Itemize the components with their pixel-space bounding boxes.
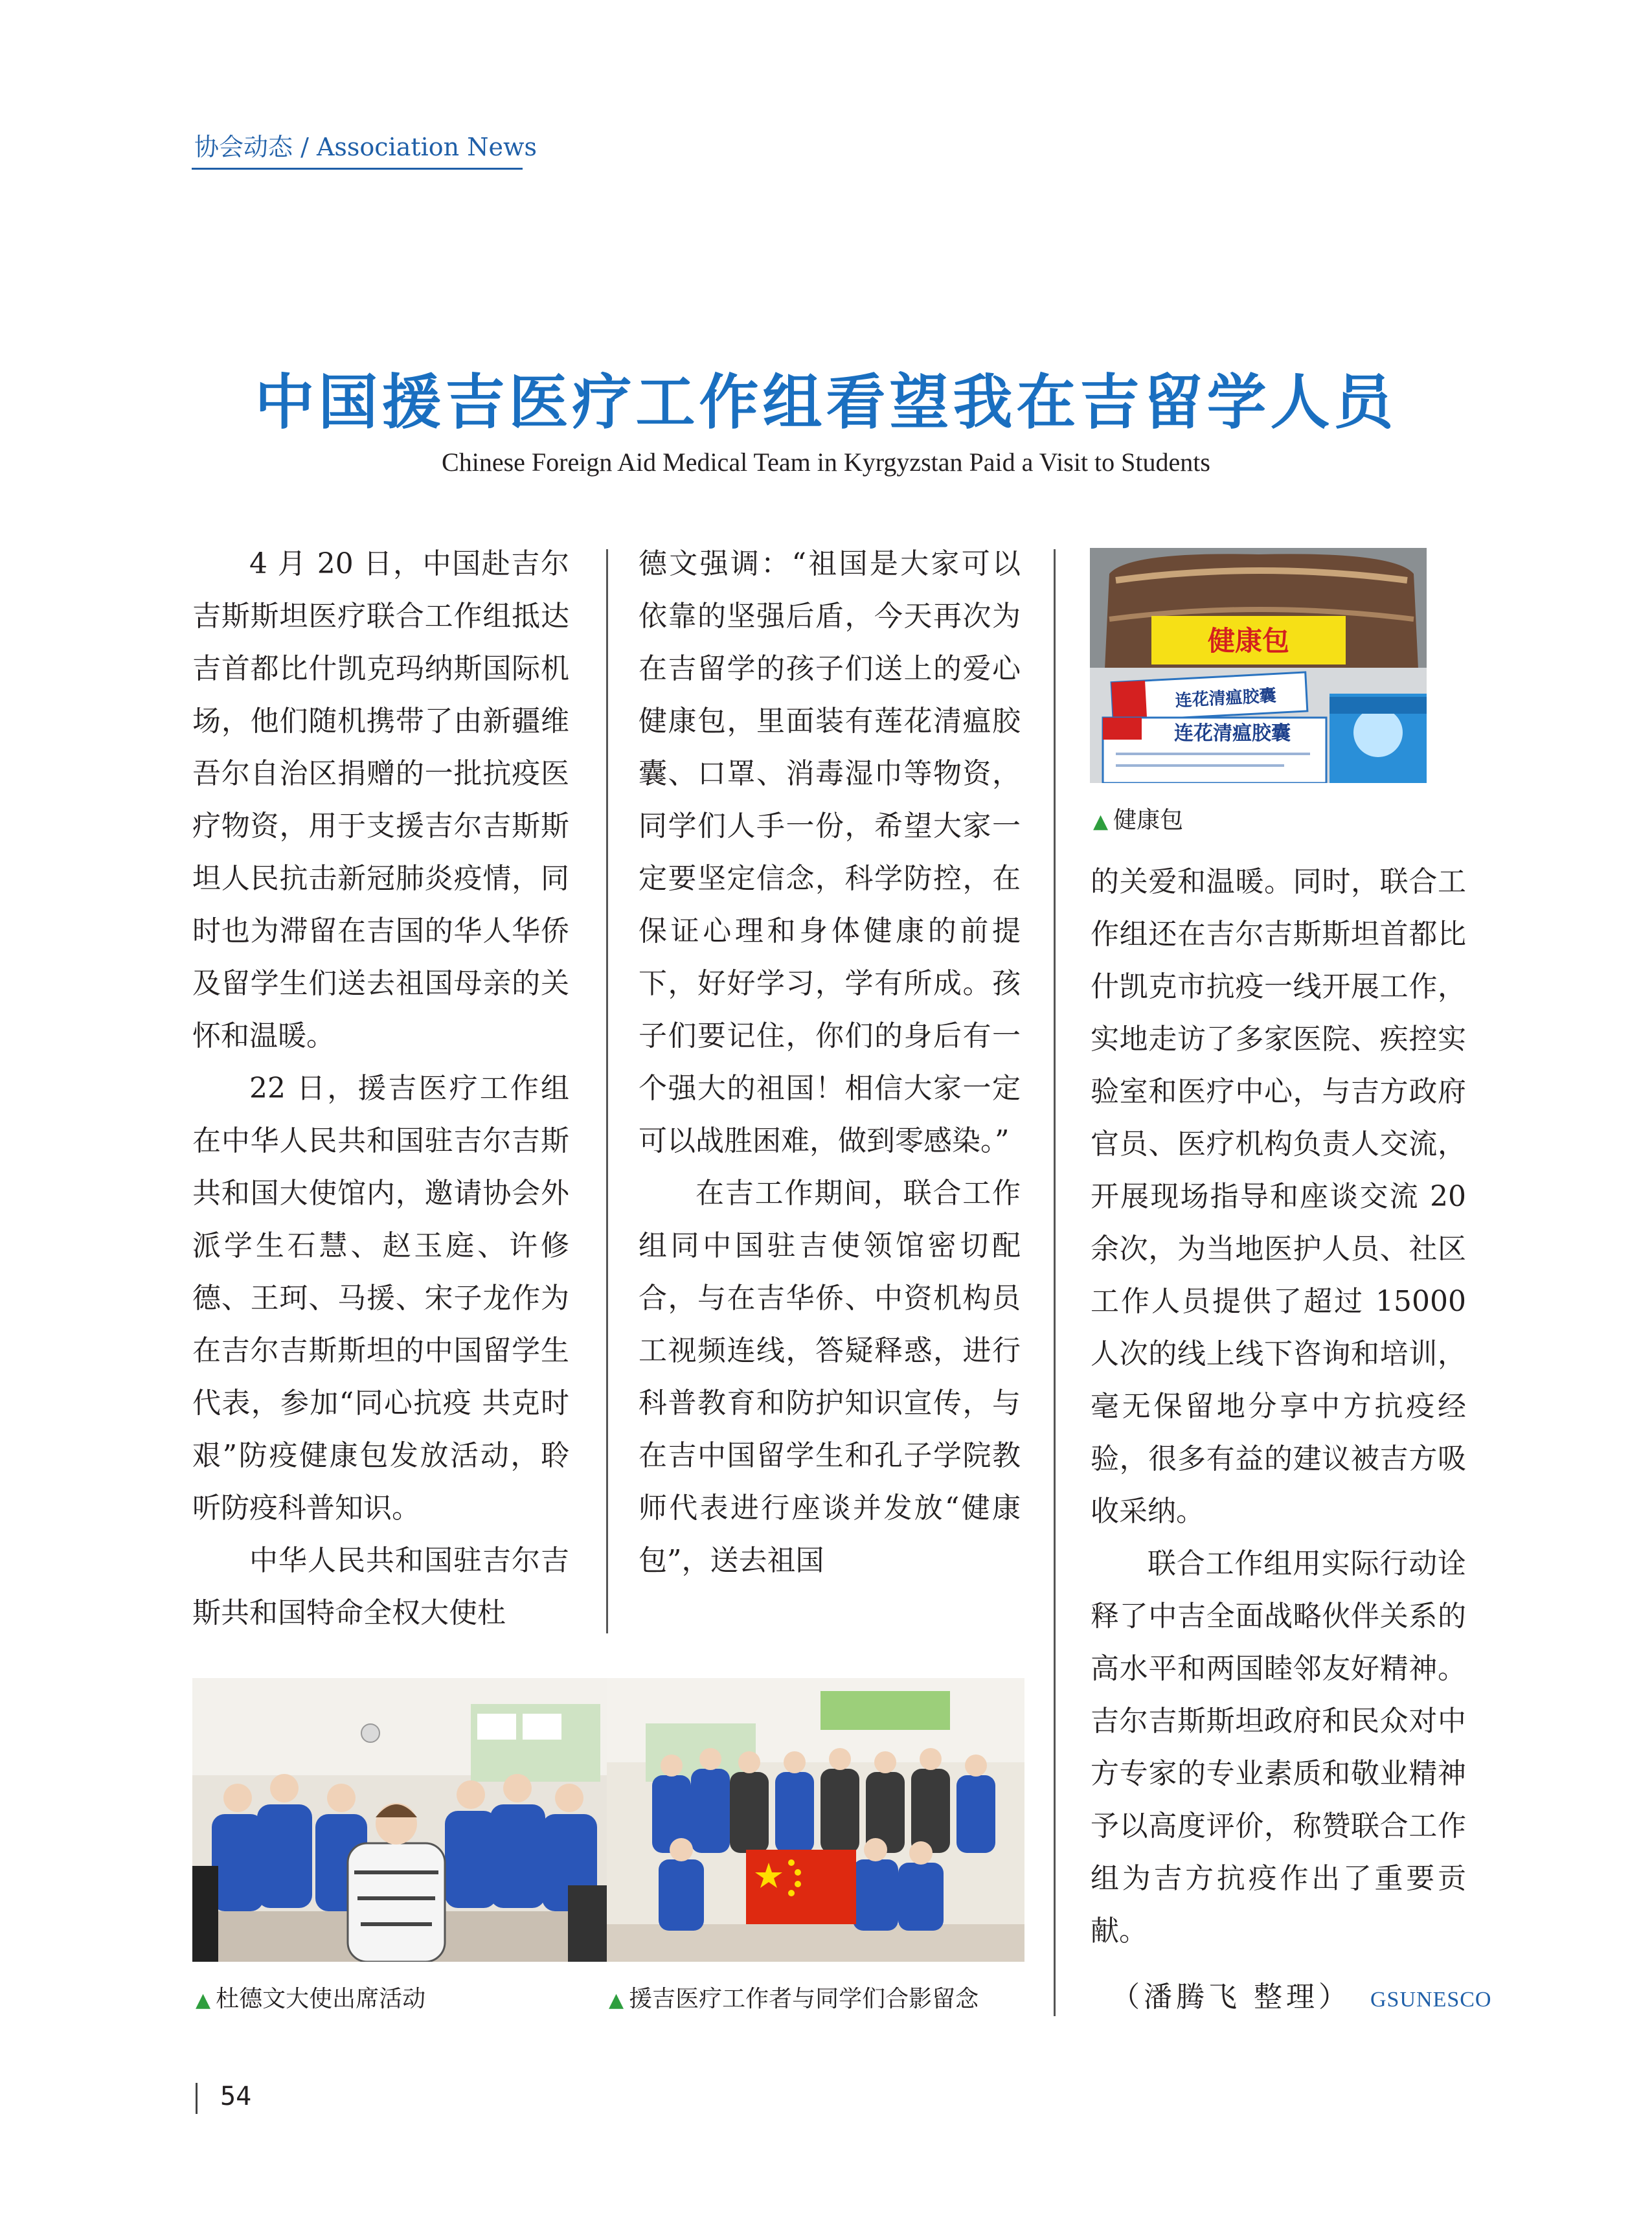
group-photo-caption: ▲ 援吉医疗工作者与同学们合影留念 [609, 1986, 979, 2012]
text-column-2 [639, 538, 1021, 1587]
paragraph: 在吉工作期间，联合工作组同中国驻吉使领馆密切配合，与在吉华侨、中资机构员工视频连线，答疑释惑，进行科普教育和防护知识宣传，与在吉中国留学生和孔子学院教师代表进行座谈并发放“健康包”，送去祖国 [639, 1177, 1021, 1577]
medicine-box-label: 连花清瘟胶囊 [1174, 722, 1291, 745]
triangle-marker-icon: ▲ [196, 1989, 211, 2012]
header-rule [192, 168, 523, 170]
paragraph: 4 月 20 日，中国赴吉尔吉斯斯坦医疗联合工作组抵达吉首都比什凯克玛纳斯国际机场，他们随机携带了由新疆维吾尔自治区捐赠的一批抗疫医疗物资，用于支援吉尔吉斯斯坦人民抗击新冠肺炎疫情，同时也为滞留在吉国的华人华侨及留学生们送去祖国母亲的关怀和温暖。 [192, 547, 569, 1052]
triangle-marker-icon: ▲ [609, 1989, 624, 2012]
article-title-en: Chinese Foreign Aid Medical Team in Kyrgyzstan Paid a Visit to Students [442, 448, 1210, 477]
article-title-zh: 中国援吉医疗工作组看望我在吉留学人员 [255, 368, 1397, 437]
section-header: 协会动态 / Association News [194, 133, 537, 161]
medicine-box-label: 连花清瘟胶囊 [1174, 686, 1277, 711]
ambassador-photo-caption: ▲ 杜德文大使出席活动 [196, 1986, 426, 2012]
source-mark: GSUNESCO [1370, 1988, 1492, 2012]
text-column-3 [1091, 856, 1466, 1957]
paragraph: 中华人民共和国驻吉尔吉斯共和国特命全权大使杜 [192, 1544, 569, 1630]
kit-label: 健康包 [1207, 625, 1290, 657]
paragraph: 22 日，援吉医疗工作组在中华人民共和国驻吉尔吉斯共和国大使馆内，邀请协会外派学生石慧、赵玉庭、许修德、王珂、马援、宋子龙作为在吉尔吉斯斯坦的中国留学生代表，参加“同心抗疫 共克时艰”防疫健康包发放活动，聆听防疫科普知识。 [192, 1072, 569, 1525]
column-divider [606, 549, 608, 1633]
ambassador-event-photo [192, 1678, 607, 1962]
triangle-marker-icon: ▲ [1093, 810, 1109, 833]
article-signature: （潘腾飞 整理） GSUNESCO [1111, 1981, 1492, 2014]
text-column-1 [192, 538, 569, 1639]
china-flag [746, 1850, 856, 1924]
page-number: 54 [220, 2082, 252, 2111]
column-divider [1054, 549, 1056, 2016]
paragraph: 德文强调：“祖国是大家可以依靠的坚强后盾，今天再次为在吉留学的孩子们送上的爱心健康包，里面装有莲花清瘟胶囊、口罩、消毒湿巾等物资，同学们人手一份，希望大家一定要坚定信念，科学防控，在保证心理和身体健康的前提下，好好学习，学有所成。孩子们要记住，你们的身后有一个强大的祖国！相信大家一定可以战胜困难，做到零感染。” [639, 547, 1021, 1157]
health-kit-photo [1090, 548, 1427, 783]
page-number-bar [196, 2083, 198, 2114]
paragraph: 的关爱和温暖。同时，联合工作组还在吉尔吉斯斯坦首都比什凯克市抗疫一线开展工作，实地走访了多家医院、疾控实验室和医疗中心，与吉方政府官员、医疗机构负责人交流，开展现场指导和座谈交流 20 余次，为当地医护人员、社区工作人员提供了超过 15000 人次的线上线下咨询和培训，毫无保留地分享中方抗疫经验，很多有益的建议被吉方吸收采纳。 [1091, 865, 1466, 1528]
paragraph: 联合工作组用实际行动诠释了中吉全面战略伙伴关系的高水平和两国睦邻友好精神。吉尔吉斯斯坦政府和民众对中方专家的专业素质和敬业精神予以高度评价，称赞联合工作组为吉方抗疫作出了重要贡献。 [1091, 1547, 1466, 1948]
group-photo [607, 1678, 1024, 1962]
health-kit-caption: ▲ 健康包 [1093, 807, 1184, 834]
